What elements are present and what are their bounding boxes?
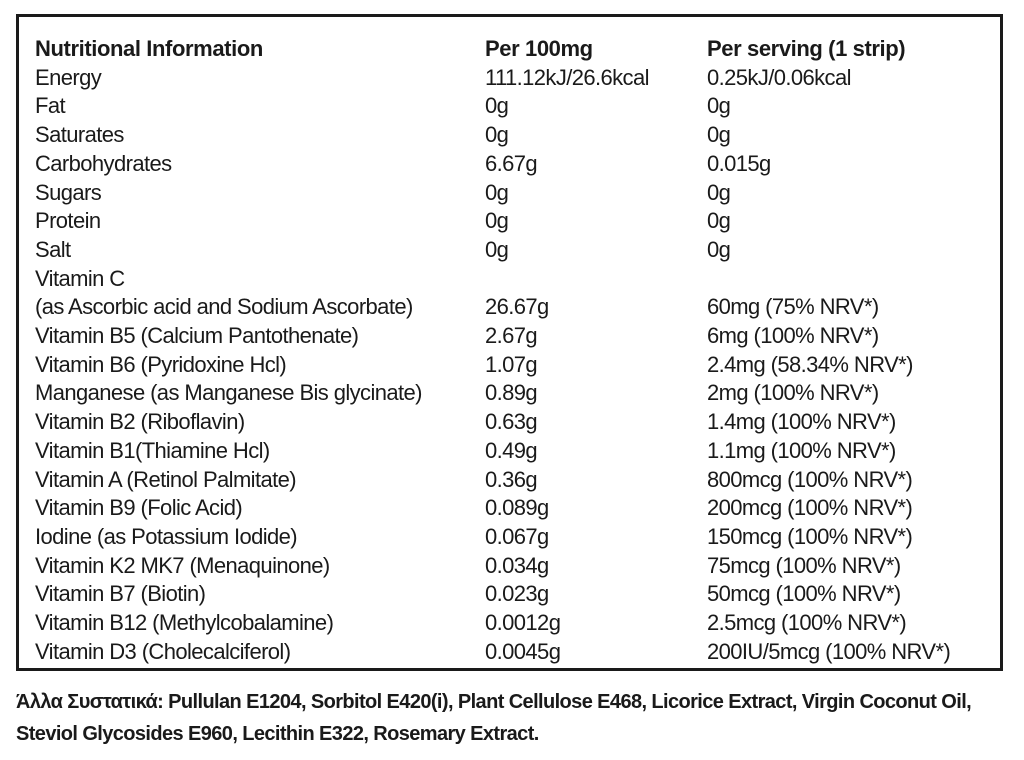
value-per-serving: 1.4mg (100% NRV*) bbox=[707, 409, 896, 435]
value-per-serving: 60mg (75% NRV*) bbox=[707, 294, 879, 320]
table-row bbox=[35, 638, 997, 667]
nutrient-name: Iodine (as Potassium Iodide) bbox=[35, 523, 298, 549]
value-per-serving: 200mcg (100% NRV*) bbox=[707, 495, 913, 521]
header-per-100mg: Per 100mg bbox=[485, 36, 593, 61]
table-row bbox=[35, 322, 997, 351]
table-body bbox=[35, 64, 997, 667]
table-row bbox=[35, 92, 997, 121]
value-per-100mg: 0.023g bbox=[485, 581, 549, 607]
value-per-serving: 0.015g bbox=[707, 150, 771, 176]
nutrient-name: Energy bbox=[35, 64, 102, 90]
value-per-100mg: 0.0045g bbox=[485, 638, 561, 664]
header-nutritional-information: Nutritional Information bbox=[35, 36, 263, 61]
value-per-100mg: 0.0012g bbox=[485, 610, 561, 636]
nutrient-name: Vitamin B9 (Folic Acid) bbox=[35, 495, 243, 521]
nutrient-name: Fat bbox=[35, 93, 65, 119]
table-row bbox=[35, 121, 997, 150]
nutrient-name: Vitamin B2 (Riboflavin) bbox=[35, 409, 245, 435]
value-per-serving: 2.5mcg (100% NRV*) bbox=[707, 610, 907, 636]
table-header-row bbox=[35, 35, 997, 64]
value-per-100mg: 0.49g bbox=[485, 437, 538, 463]
value-per-serving: 1.1mg (100% NRV*) bbox=[707, 437, 896, 463]
nutrient-name: Vitamin B12 (Methylcobalamine) bbox=[35, 610, 334, 636]
nutrition-panel bbox=[16, 14, 1003, 671]
value-per-100mg: 26.67g bbox=[485, 294, 549, 320]
value-per-100mg: 0.89g bbox=[485, 380, 538, 406]
value-per-100mg: 0g bbox=[485, 93, 509, 119]
value-per-100mg: 0.034g bbox=[485, 552, 549, 578]
value-per-100mg: 0g bbox=[485, 179, 509, 205]
table-row bbox=[35, 437, 997, 466]
value-per-100mg: 0.067g bbox=[485, 523, 549, 549]
table-row bbox=[35, 494, 997, 523]
table-row bbox=[35, 351, 997, 380]
nutrient-name: Vitamin B5 (Calcium Pantothenate) bbox=[35, 323, 359, 349]
table-row bbox=[35, 552, 997, 581]
value-per-serving: 800mcg (100% NRV*) bbox=[707, 466, 913, 492]
nutrient-name: Manganese (as Manganese Bis glycinate) bbox=[35, 380, 422, 406]
value-per-serving: 6mg (100% NRV*) bbox=[707, 323, 879, 349]
value-per-serving: 2mg (100% NRV*) bbox=[707, 380, 879, 406]
value-per-serving: 0g bbox=[707, 236, 731, 262]
table-row bbox=[35, 150, 997, 179]
header-per-serving: Per serving (1 strip) bbox=[707, 36, 906, 61]
table-row bbox=[35, 236, 997, 265]
nutrient-name: Vitamin B1(Thiamine Hcl) bbox=[35, 437, 270, 463]
table-row bbox=[35, 265, 997, 294]
value-per-serving: 0g bbox=[707, 208, 731, 234]
table-row bbox=[35, 580, 997, 609]
value-per-100mg: 1.07g bbox=[485, 351, 538, 377]
value-per-serving: 0g bbox=[707, 179, 731, 205]
value-per-serving: 50mcg (100% NRV*) bbox=[707, 581, 901, 607]
nutrient-name: Vitamin A (Retinol Palmitate) bbox=[35, 466, 296, 492]
nutrient-name: Salt bbox=[35, 236, 71, 262]
table-row bbox=[35, 609, 997, 638]
value-per-100mg: 0g bbox=[485, 122, 509, 148]
value-per-serving: 0.25kJ/0.06kcal bbox=[707, 64, 851, 90]
value-per-serving: 0g bbox=[707, 93, 731, 119]
value-per-serving: 2.4mg (58.34% NRV*) bbox=[707, 351, 913, 377]
table-row bbox=[35, 64, 997, 93]
table-row bbox=[35, 207, 997, 236]
value-per-100mg: 111.12kJ/26.6kcal bbox=[485, 64, 649, 90]
table-row bbox=[35, 466, 997, 495]
nutrient-name: Vitamin B6 (Pyridoxine Hcl) bbox=[35, 351, 287, 377]
table-row bbox=[35, 523, 997, 552]
other-ingredients-text: Άλλα Συστατικά: Pullulan E1204, Sorbitol E420(i), Plant Cellulose E468, Licorice Extract, Virgin Coconut Oil, Steviol Glycosides E960, Lecithin E322, Rosemary Extract. bbox=[16, 691, 972, 745]
value-per-serving: 200IU/5mcg (100% NRV*) bbox=[707, 638, 951, 664]
nutrient-name: Vitamin B7 (Biotin) bbox=[35, 581, 206, 607]
value-per-100mg: 0.089g bbox=[485, 495, 549, 521]
value-per-100mg: 0g bbox=[485, 236, 509, 262]
value-per-100mg: 0.36g bbox=[485, 466, 538, 492]
nutrient-name: (as Ascorbic acid and Sodium Ascorbate) bbox=[35, 294, 413, 320]
value-per-serving: 75mcg (100% NRV*) bbox=[707, 552, 901, 578]
nutrient-name: Vitamin K2 MK7 (Menaquinone) bbox=[35, 552, 330, 578]
value-per-100mg bbox=[485, 265, 707, 294]
value-per-100mg: 2.67g bbox=[485, 323, 538, 349]
table-row bbox=[35, 379, 997, 408]
value-per-100mg: 6.67g bbox=[485, 150, 538, 176]
nutrition-table bbox=[35, 35, 997, 666]
value-per-serving bbox=[707, 265, 997, 294]
nutrient-name: Vitamin D3 (Cholecalciferol) bbox=[35, 638, 291, 664]
nutrient-name: Carbohydrates bbox=[35, 150, 172, 176]
nutrient-name: Saturates bbox=[35, 122, 124, 148]
nutrient-name: Protein bbox=[35, 208, 101, 234]
value-per-100mg: 0.63g bbox=[485, 409, 538, 435]
table-row bbox=[35, 179, 997, 208]
table-row bbox=[35, 293, 997, 322]
table-row bbox=[35, 408, 997, 437]
value-per-serving: 150mcg (100% NRV*) bbox=[707, 523, 913, 549]
nutrient-name: Sugars bbox=[35, 179, 102, 205]
nutrient-name: Vitamin C bbox=[35, 265, 125, 291]
value-per-100mg: 0g bbox=[485, 208, 509, 234]
value-per-serving: 0g bbox=[707, 122, 731, 148]
